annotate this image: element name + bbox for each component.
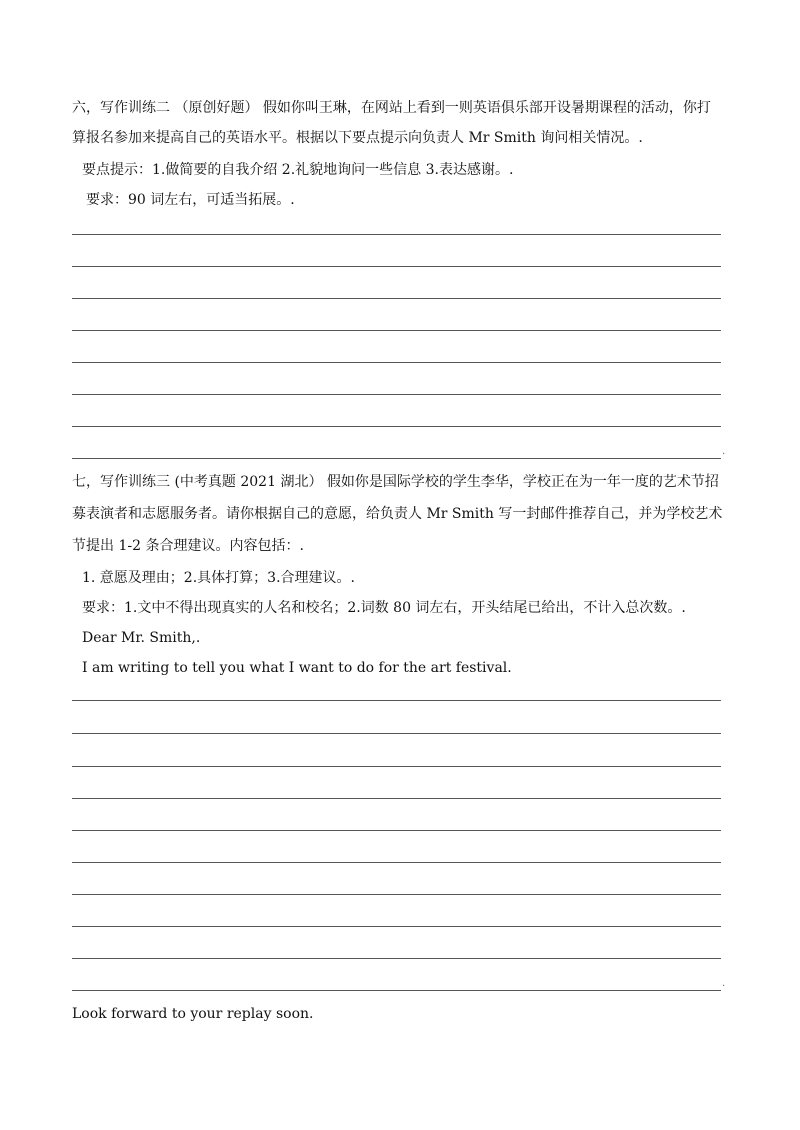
- line-end-mark: .: [722, 978, 726, 989]
- section6-prompt-line2: 算报名参加来提高自己的英语水平。根据以下要点提示向负责人 Mr Smith 询问相关情况。.: [72, 130, 643, 146]
- section7-prompt-line2: 募表演者和志愿服务者。请你根据自己的意愿，给负责人 Mr Smith 写一封邮件推荐自己，并为学校艺术: [72, 506, 723, 522]
- writing-line: [72, 298, 721, 299]
- letter-opening-sentence: I am writing to tell you what I want to do for the art festival.: [82, 660, 512, 676]
- section6-prompt-line1: 六，写作训练二 （原创好题） 假如你叫王琳，在网站上看到一则英语俱乐部开设暑期课程的活动，你打: [72, 100, 711, 116]
- writing-line: [72, 926, 721, 927]
- section7-content: 1. 意愿及理由；2.具体打算；3.合理建议。.: [82, 570, 355, 586]
- writing-line: [72, 733, 721, 734]
- letter-greeting: Dear Mr. Smith,.: [82, 630, 201, 646]
- section6-requirement: 要求：90 词左右，可适当拓展。.: [86, 192, 295, 208]
- letter-closing-sentence: Look forward to your replay soon.: [72, 1006, 314, 1022]
- section7-requirement: 要求：1.文中不得出现真实的人名和校名；2.词数 80 词左右，开头结尾已给出，不计入总次数。.: [82, 600, 686, 616]
- writing-line: [72, 330, 721, 331]
- section7-prompt-line1: 七，写作训练三 (中考真题 2021 湖北） 假如你是国际学校的学生李华，学校正在为一年一度的艺术节招: [72, 474, 719, 490]
- section7-prompt-line3: 节提出 1-2 条合理建议。内容包括：.: [72, 538, 304, 554]
- writing-line: [72, 426, 721, 427]
- writing-line: [72, 362, 721, 363]
- writing-line: [72, 798, 721, 799]
- writing-line: [72, 830, 721, 831]
- writing-line: [72, 766, 721, 767]
- writing-line: [72, 958, 721, 959]
- line-end-mark: .: [722, 446, 726, 457]
- writing-line: [72, 990, 721, 991]
- writing-line: [72, 894, 721, 895]
- writing-line: [72, 700, 721, 701]
- writing-line: [72, 266, 721, 267]
- writing-line: [72, 394, 721, 395]
- section6-key-points: 要点提示：1.做简要的自我介绍 2.礼貌地询问一些信息 3.表达感谢。.: [82, 162, 514, 178]
- writing-line: [72, 234, 721, 235]
- writing-line: [72, 458, 721, 459]
- writing-line: [72, 862, 721, 863]
